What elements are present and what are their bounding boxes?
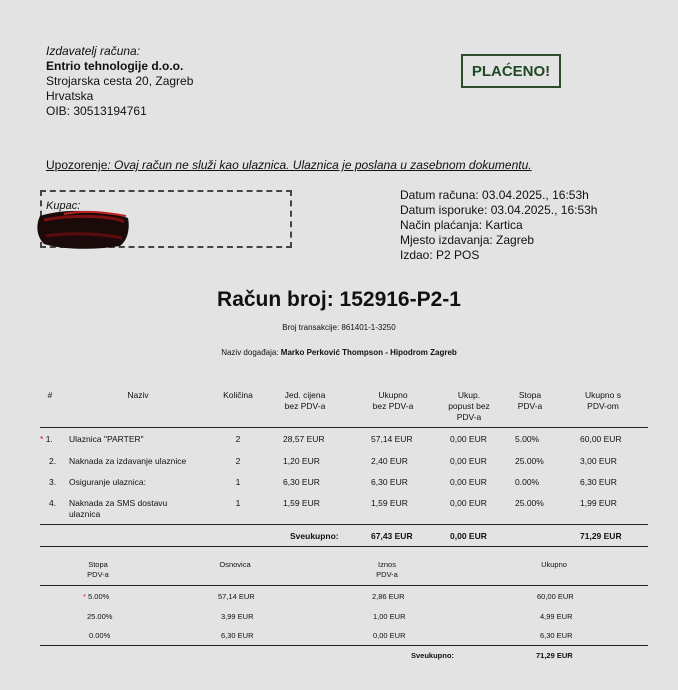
marker-icon: * bbox=[83, 592, 86, 601]
col-header-gross: Ukupno s PDV-om bbox=[585, 390, 621, 411]
payment-method: Način plaćanja: Kartica bbox=[400, 218, 523, 232]
transaction-number: Broj transakcije: 861401-1-3250 bbox=[282, 323, 396, 332]
invoice-date: Datum računa: 03.04.2025., 16:53h bbox=[400, 188, 589, 202]
buyer-label: Kupac: bbox=[46, 200, 81, 212]
col-header-unit-price: Jed. cijena bez PDV-a bbox=[284, 390, 326, 411]
vat-header-rule bbox=[40, 585, 648, 586]
vat-header-total: Ukupno bbox=[541, 560, 567, 569]
col-header-discount: Ukup. popust bez PDV-a bbox=[448, 390, 490, 422]
issue-place: Mjesto izdavanja: Zagreb bbox=[400, 233, 535, 247]
vat-table: Stopa PDV-a Osnovica Iznos PDV-a Ukupno * 5.00% 57,14 EUR 2,86 EUR 60,00 EUR 25.00% 3,99 EUR 1,00 EUR 4,99 EUR 0.00% 6,30 EUR 0,00 EUR 6,30 EUR Sveukupno: 71,29 EUR bbox=[0, 0, 678, 690]
vat-bottom-rule bbox=[40, 645, 648, 646]
vat-header-rate: Stopa PDV-a bbox=[87, 560, 109, 579]
issuer-oib: OIB: 30513194761 bbox=[46, 104, 147, 118]
issuer-company: Entrio tehnologije d.o.o. bbox=[46, 59, 184, 73]
vat-header-base: Osnovica bbox=[219, 560, 251, 569]
items-total-row: Sveukupno: 67,43 EUR 0,00 EUR 71,29 EUR bbox=[290, 531, 622, 541]
paid-stamp: PLAĆENO! bbox=[461, 54, 561, 88]
col-header-num: # bbox=[47, 390, 53, 400]
invoice-title: Račun broj: 152916-P2-1 bbox=[217, 288, 461, 311]
table-row: * 1. Ulaznica "PARTER" 2 28,57 EUR 57,14 EUR 0,00 EUR 5.00% 60,00 EUR bbox=[40, 434, 622, 444]
col-header-name: Naziv bbox=[127, 390, 149, 400]
vat-header-amount: Iznos PDV-a bbox=[376, 560, 398, 579]
col-header-rate: Stopa PDV-a bbox=[517, 390, 543, 411]
table-row: 3. Osiguranje ulaznica: 1 6,30 EUR 6,30 EUR 0,00 EUR 0.00% 6,30 EUR bbox=[49, 477, 617, 487]
marker-icon: * bbox=[40, 434, 44, 444]
warning-text: : Ovaj račun ne služi kao ulaznica. Ulaznica je poslana u zasebnom dokumentu. bbox=[107, 158, 532, 172]
col-header-total: Ukupno bez PDV-a bbox=[372, 390, 414, 411]
warning-prefix: Upozorenje bbox=[46, 158, 108, 172]
delivery-date: Datum isporuke: 03.04.2025., 16:53h bbox=[400, 203, 598, 217]
issuer-country: Hrvatska bbox=[46, 89, 94, 103]
event-title: Marko Perković Thompson - Hipodrom Zagreb bbox=[280, 348, 457, 357]
issuer-street: Strojarska cesta 20, Zagreb bbox=[46, 74, 194, 88]
table-row: 2. Naknada za izdavanje ulaznice 2 1,20 EUR 2,40 EUR 0,00 EUR 25.00% 3,00 EUR bbox=[49, 456, 617, 466]
issued-by: Izdao: P2 POS bbox=[400, 248, 480, 262]
col-header-qty: Količina bbox=[223, 390, 253, 400]
issuer-label: Izdavatelj računa: bbox=[46, 44, 141, 58]
event-label: Naziv događaja: bbox=[221, 348, 281, 357]
table-row: 4. Naknada za SMS dostavu ulaznica 1 1,59 EUR 1,59 EUR 0,00 EUR 25.00% 1,99 EUR bbox=[49, 498, 617, 519]
